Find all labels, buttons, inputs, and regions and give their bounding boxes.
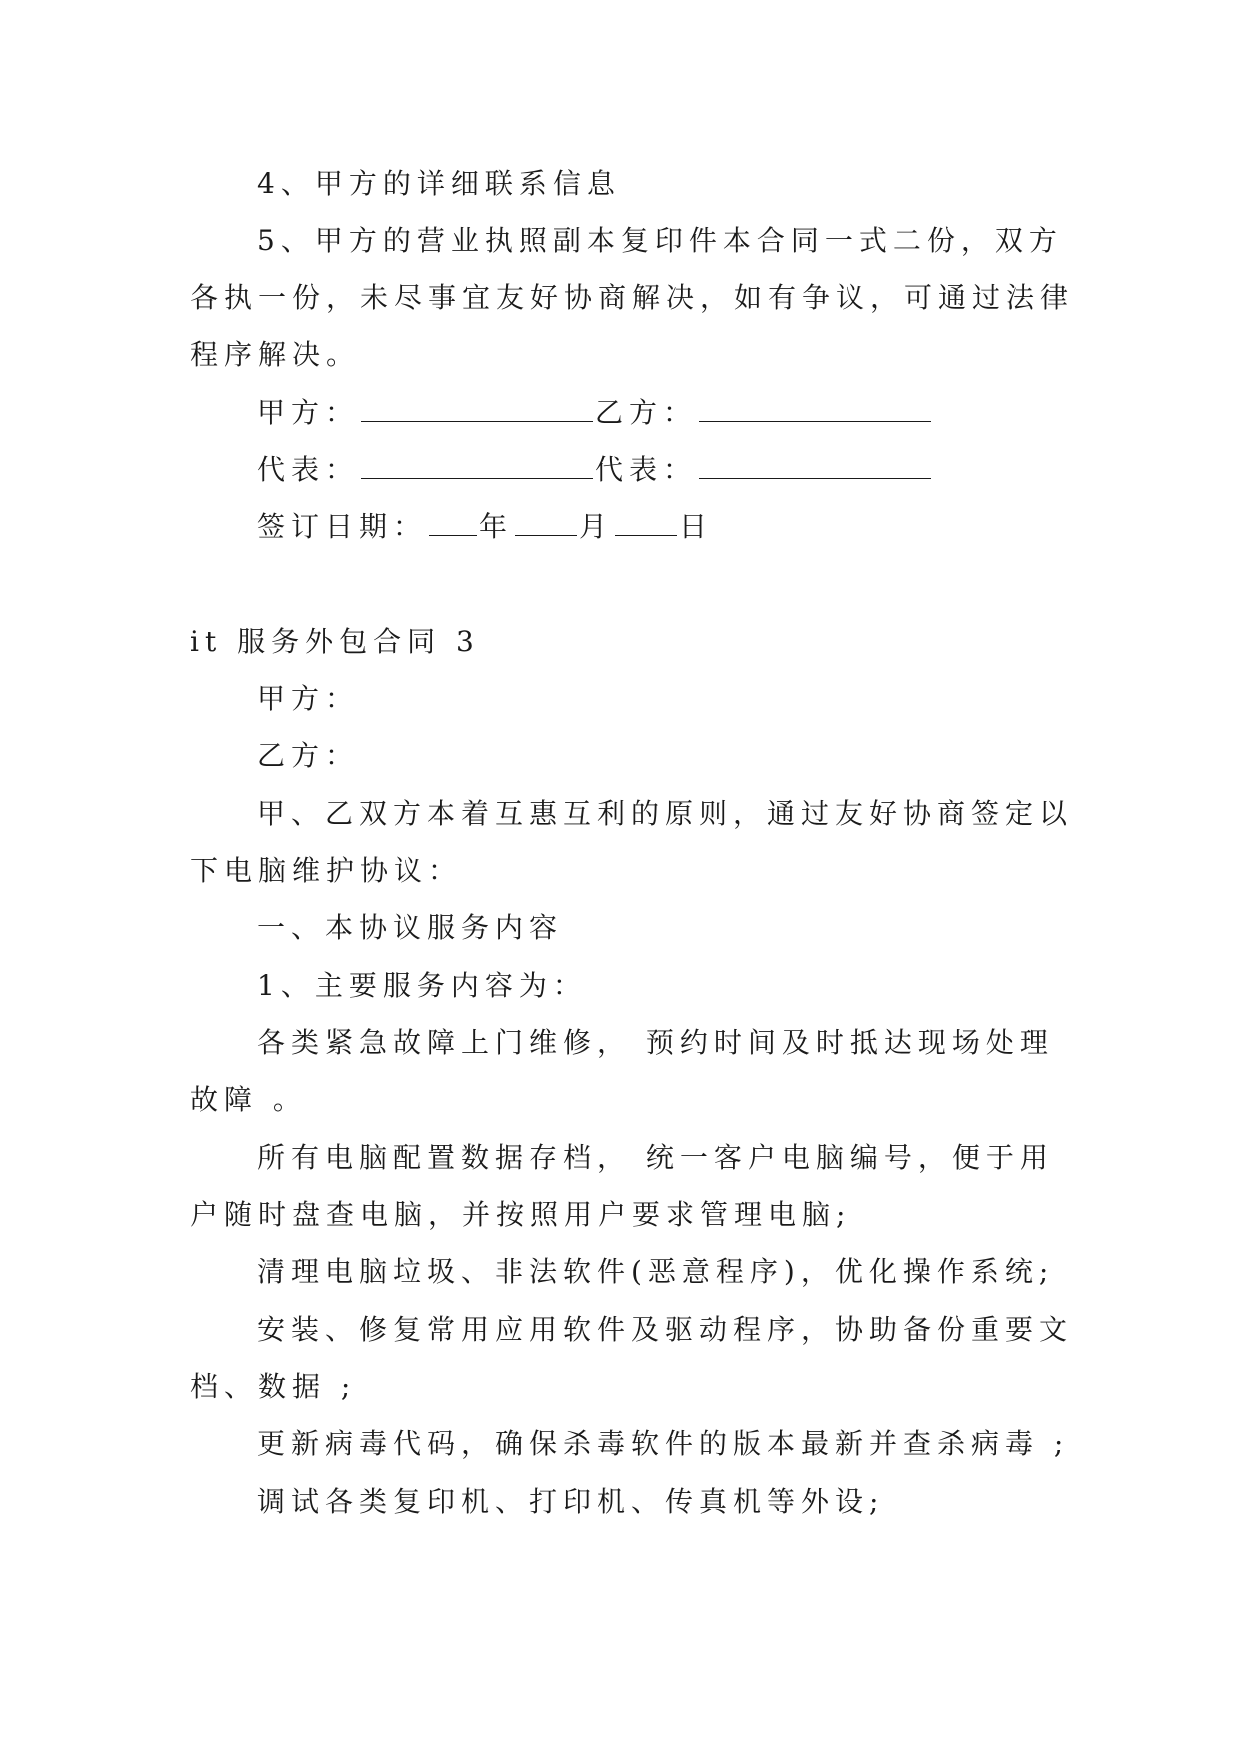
sub-heading: 1、主要服务内容为： (257, 969, 587, 1002)
party-a: 甲方： (257, 682, 360, 715)
contract-title: it 服务外包合同 3 (190, 625, 480, 658)
service-4-line-1: 安装、修复常用应用软件及驱动程序，协助备份重要文 (257, 1313, 1074, 1346)
service-5: 更新病毒代码，确保杀毒软件的版本最新并查杀病毒 ; (257, 1427, 1070, 1460)
intro-line-2: 下电脑维护协议： (190, 854, 463, 887)
signature-party-row (257, 393, 933, 433)
day-label: 日 (679, 510, 714, 543)
item-4: 4、甲方的详细联系信息 (257, 167, 621, 200)
service-2-line-2: 户随时盘查电脑，并按照用户要求管理电脑; (190, 1198, 852, 1231)
service-1-line-2: 故障 。 (190, 1083, 307, 1116)
item-5-line-2: 各执一份，未尽事宜友好协商解决，如有争议，可通过法律 (190, 281, 1075, 314)
signing-date-row (257, 507, 713, 547)
rep-b-label: 代表： (595, 453, 698, 486)
day-blank (615, 509, 677, 536)
signature-representative-row (257, 450, 933, 490)
service-3: 清理电脑垃圾、非法软件(恶意程序)，优化操作系统; (257, 1255, 1055, 1288)
month-label: 月 (579, 510, 614, 543)
year-label: 年 (479, 510, 514, 543)
intro-line-1: 甲、乙双方本着互惠互利的原则，通过友好协商签定以 (257, 797, 1074, 830)
service-6: 调试各类复印机、打印机、传真机等外设; (257, 1485, 885, 1518)
party-b-blank (699, 395, 931, 422)
rep-b-blank (699, 452, 931, 479)
party-b-label: 乙方： (595, 396, 698, 429)
item-5-line-3: 程序解决。 (190, 338, 361, 371)
section-heading: 一、本协议服务内容 (257, 911, 564, 944)
party-a-label: 甲方： (257, 396, 360, 429)
rep-a-label: 代表： (257, 453, 360, 486)
year-blank (429, 509, 477, 536)
service-2-line-1: 所有电脑配置数据存档， 统一客户电脑编号，便于用 (257, 1141, 1054, 1174)
date-label: 签订日期： (257, 510, 428, 543)
party-b: 乙方： (257, 739, 360, 772)
item-5-line-1: 5、甲方的营业执照副本复印件本合同一式二份，双方 (257, 224, 1063, 257)
party-a-blank (361, 395, 593, 422)
month-blank (515, 509, 577, 536)
service-1-line-1: 各类紧急故障上门维修， 预约时间及时抵达现场处理 (257, 1026, 1054, 1059)
rep-a-blank (361, 452, 593, 479)
service-4-line-2: 档、数据 ; (190, 1370, 357, 1403)
